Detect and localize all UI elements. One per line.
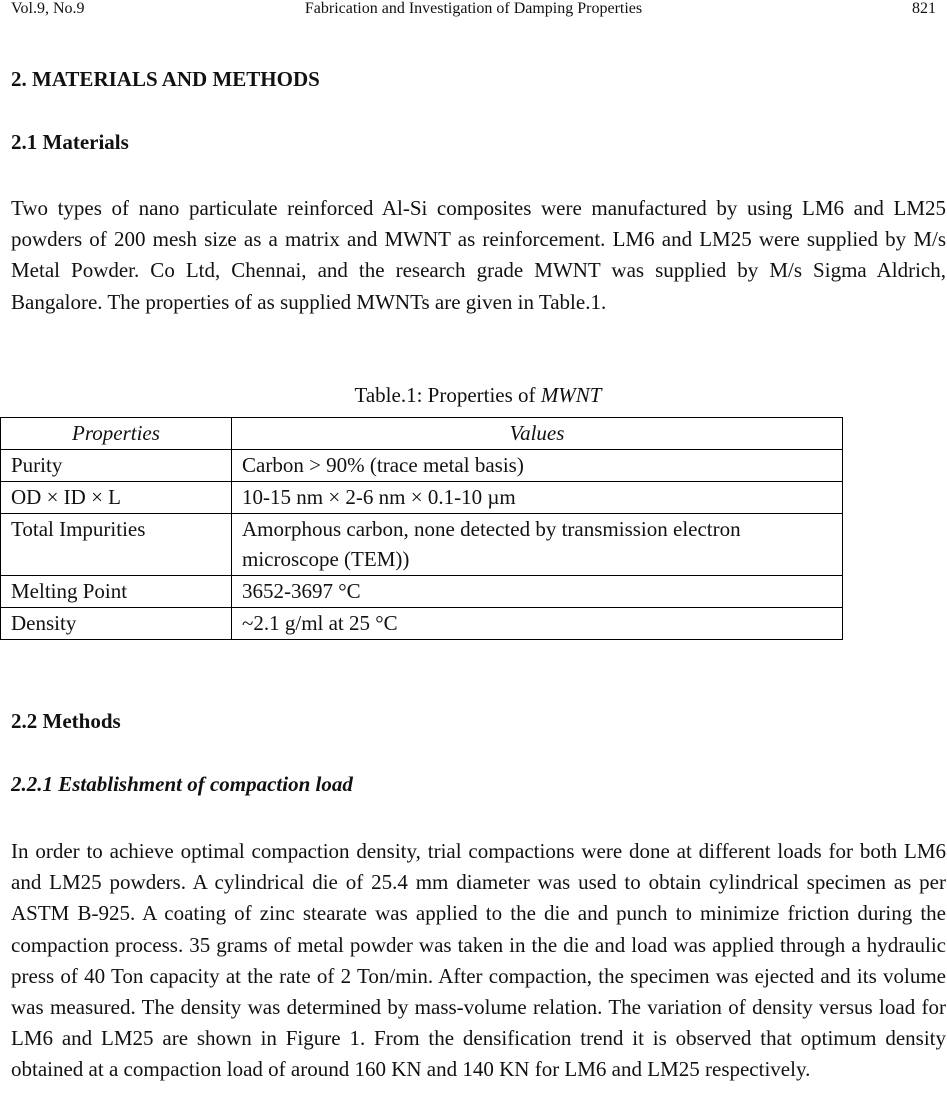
table-cell-property: Density: [1, 608, 232, 640]
header-title: Fabrication and Investigation of Damping Properties: [304, 0, 643, 17]
table-caption: [0, 383, 947, 408]
table-header-values: Values: [232, 418, 843, 450]
materials-heading: 2.1 Materials: [11, 130, 129, 154]
table-header-row: [1, 418, 843, 450]
methods-heading: 2.2 Methods: [11, 709, 121, 733]
table-cell-value: Carbon > 90% (trace metal basis): [232, 450, 843, 482]
materials-paragraph: Two types of nano particulate reinforced Al-Si composites were manufactured by using LM6 and LM25 powders of 200 mesh size as a matrix and MWNT as reinforcement. LM6 and LM25 were supplied by M/s Metal Powder. Co Ltd, Chennai, and the research grade MWNT was supplied by M/s Sigma Aldrich, Bangalore. The properties of as supplied MWNTs are given in Table.1.: [11, 196, 946, 314]
table-row: [1, 450, 843, 482]
table-row: [1, 482, 843, 514]
table-row: [1, 608, 843, 640]
properties-table: [0, 417, 843, 640]
table-caption-italic: MWNT: [540, 383, 602, 407]
methods-paragraph: In order to achieve optimal compaction density, trial compactions were done at different loads for both LM6 and LM25 powders. A cylindrical die of 25.4 mm diameter was used to obtain cylindrical specimen as per ASTM B-925. A coating of zinc stearate was applied to the die and punch to minimize friction during the compaction process. 35 grams of metal powder was taken in the die and load was applied through a hydraulic press of 40 Ton capacity at the rate of 2 Ton/min. After compaction, the specimen was ejected and its volume was measured. The density was determined by mass-volume relation. The variation of density versus load for LM6 and LM25 are shown in Figure 1. From the densification trend it is observed that optimum density obtained at a compaction load of around 160 KN and 140 KN for LM6 and LM25 respectively.: [11, 839, 946, 1082]
running-header: [11, 0, 936, 20]
table-cell-property: Total Impurities: [1, 514, 232, 576]
table-cell-property: OD × ID × L: [1, 482, 232, 514]
table-cell-value: 3652-3697 °C: [232, 576, 843, 608]
section-title: 2. MATERIALS AND METHODS: [11, 67, 320, 91]
table-header-properties: Properties: [1, 418, 232, 450]
header-volume: Vol.9, No.9: [11, 0, 85, 17]
page-number: 821: [912, 0, 936, 17]
table-cell-property: Purity: [1, 450, 232, 482]
table-cell-value: ~2.1 g/ml at 25 °C: [232, 608, 843, 640]
table-cell-property: Melting Point: [1, 576, 232, 608]
table-row: [1, 514, 843, 576]
table-cell-value: 10-15 nm × 2-6 nm × 0.1-10 µm: [232, 482, 843, 514]
table-row: [1, 576, 843, 608]
table-caption-prefix: Table.1: Properties of: [354, 383, 541, 407]
compaction-subheading: 2.2.1 Establishment of compaction load: [11, 772, 353, 796]
table-cell-value: Amorphous carbon, none detected by transmission electron microscope (TEM)): [232, 514, 843, 576]
